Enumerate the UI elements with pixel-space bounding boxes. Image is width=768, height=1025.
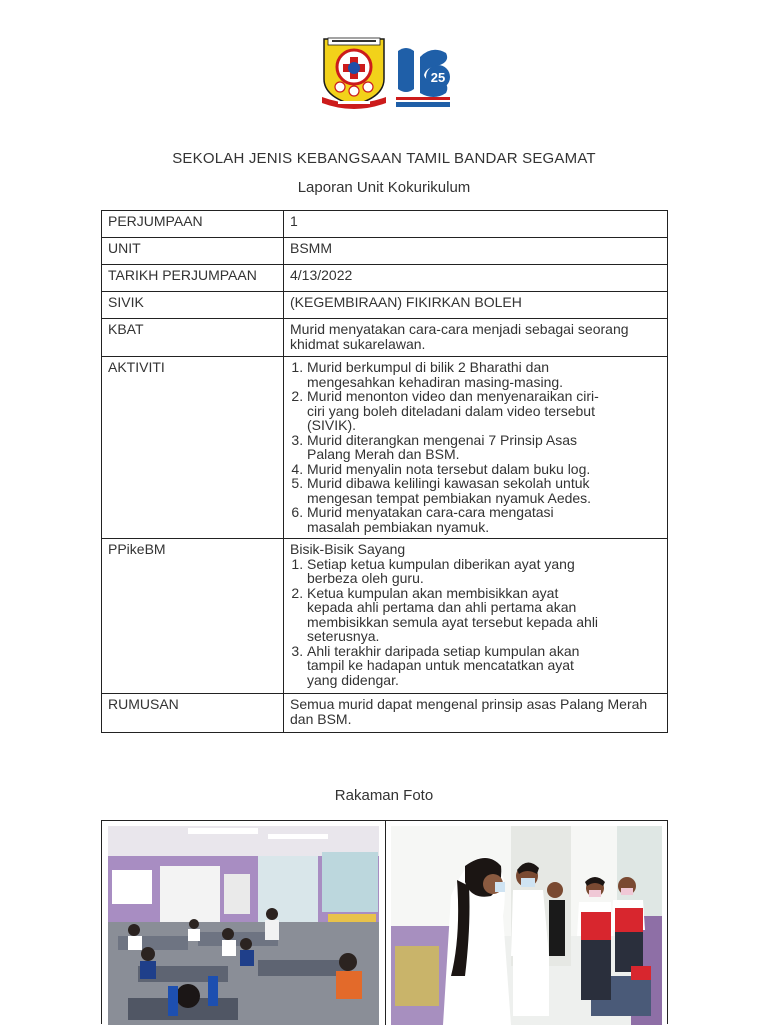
row-label-ppikebm: PPikeBM <box>102 539 284 694</box>
students-photo <box>391 826 662 1025</box>
row-label-kbat: KBAT <box>102 319 284 357</box>
photo-divider <box>385 821 386 1025</box>
list-item: 5. Murid dibawa kelilingi kawasan sekolah untuk mengesan tempat pembiakan nyamuk Aedes. <box>307 476 607 505</box>
aktiviti-list <box>290 360 607 534</box>
row-value-perjumpaan: 1 <box>284 211 668 238</box>
table-row <box>102 211 668 238</box>
list-item: 4. Murid menyalin nota tersebut dalam buku log. <box>307 462 607 477</box>
list-item: 2. Murid menonton video dan menyenaraikan ciri-ciri yang boleh diteladani dalam video tersebut (SIVIK). <box>307 389 607 433</box>
row-label-unit: UNIT <box>102 238 284 265</box>
school-crest-icon <box>320 35 388 109</box>
row-value-ppikebm <box>284 539 668 694</box>
table-row <box>102 292 668 319</box>
photo-caption: Rakaman Foto <box>334 787 434 804</box>
row-value-unit: BSMM <box>284 238 668 265</box>
row-value-sivik: (KEGEMBIRAAN) FIKIRKAN BOLEH <box>284 292 668 319</box>
table-row <box>102 539 668 694</box>
row-label-sivik: SIVIK <box>102 292 284 319</box>
list-item: 1. Murid berkumpul di bilik 2 Bharathi dan mengesahkan kehadiran masing-masing. <box>307 360 607 389</box>
row-value-rumusan: Semua murid dapat mengenal prinsip asas Palang Merah dan BSM. <box>284 694 668 733</box>
row-label-rumusan: RUMUSAN <box>102 694 284 733</box>
classroom-photo <box>108 826 379 1025</box>
row-label-aktiviti: AKTIVITI <box>102 357 284 539</box>
table-row <box>102 265 668 292</box>
svg-text:25: 25 <box>430 70 446 85</box>
list-item: 3. Murid diterangkan mengenai 7 Prinsip Asas Palang Merah dan BSM. <box>307 433 607 462</box>
list-item: 1. Setiap ketua kumpulan diberikan ayat yang berbeza oleh guru. <box>307 557 607 586</box>
ppikebm-title: Bisik-Bisik Sayang <box>290 541 406 557</box>
list-item: 6. Murid menyatakan cara-cara mengatasi masalah pembiakan nyamuk. <box>307 505 607 534</box>
report-title: Laporan Unit Kokurikulum <box>297 179 471 196</box>
photo-frame <box>101 820 668 1024</box>
ppikebm-list <box>290 557 607 688</box>
table-row <box>102 319 668 357</box>
row-value-aktiviti <box>284 357 668 539</box>
table-row <box>102 694 668 733</box>
table-row <box>102 357 668 539</box>
header-logos <box>0 35 768 109</box>
row-label-perjumpaan: PERJUMPAAN <box>102 211 284 238</box>
row-value-kbat: Murid menyatakan cara-cara menjadi sebagai seorang khidmat sukarelawan. <box>284 319 668 357</box>
school-name: SEKOLAH JENIS KEBANGSAAN TAMIL BANDAR SEGAMAT <box>172 150 596 167</box>
list-item: 2. Ketua kumpulan akan membisikkan ayat kepada ahli pertama dan ahli pertama akan membisikkan semula ayat tersebut kepada ahli seterusnya. <box>307 586 607 644</box>
row-label-tarikh: TARIKH PERJUMPAAN <box>102 265 284 292</box>
report-table <box>101 210 668 733</box>
row-value-tarikh: 4/13/2022 <box>284 265 668 292</box>
list-item: 3. Ahli terakhir daripada setiap kumpulan akan tampil ke hadapan untuk mencatatkan ayat yang didengar. <box>307 644 607 688</box>
table-row <box>102 238 668 265</box>
anniversary-25-logo-icon <box>392 43 454 109</box>
